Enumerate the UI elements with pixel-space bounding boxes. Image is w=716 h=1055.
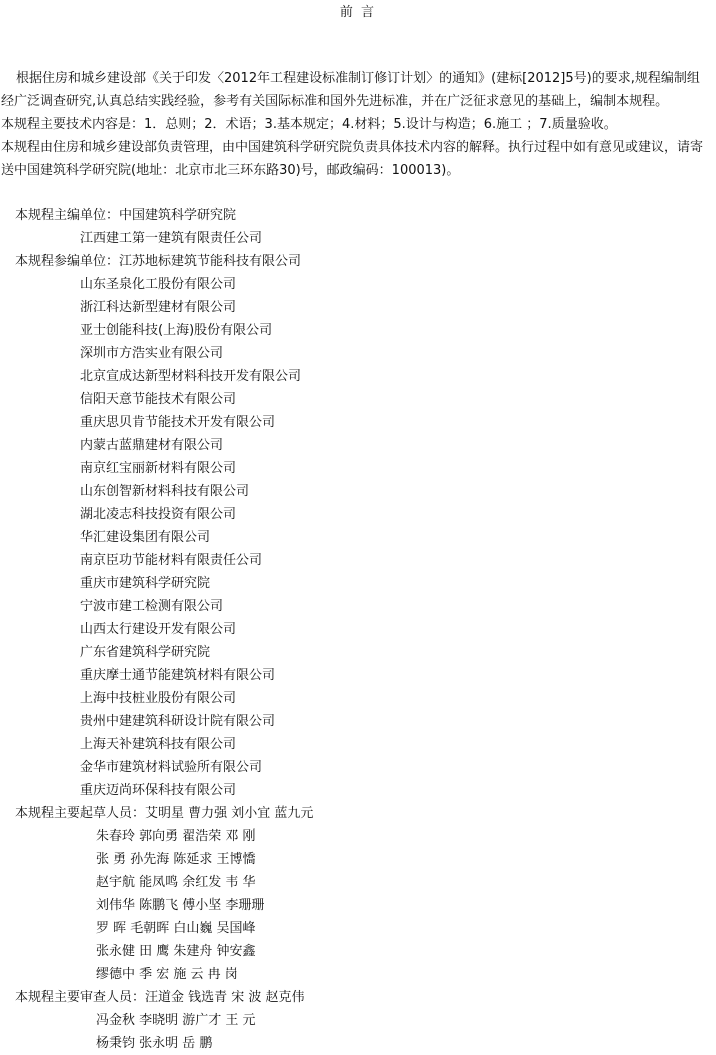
organization-line: 南京红宝丽新材料有限公司 [80,461,237,476]
organization-line: 山东圣泉化工股份有限公司 [80,277,237,292]
personnel-line: 张永健 田 鹰 朱建舟 钟安鑫 [96,944,256,959]
organization-line: 重庆迈尚环保科技有限公司 [80,783,237,798]
organization-line: 广东省建筑科学研究院 [80,645,211,660]
personnel-line: 缪德中 季 宏 施 云 冉 岗 [96,967,238,982]
organization-line: 信阳天意节能技术有限公司 [80,392,237,407]
personnel-line: 冯金秋 李晓明 游广才 王 元 [96,1013,256,1028]
intro-paragraph-management: 本规程由住房和城乡建设部负责管理，由中国建筑科学研究院负责具体技术内容的解释。执行过程中如有意见或建议，请寄送中国建筑科学研究院(地址：北京市北三环东路30)号，邮政编码：100013)。 [1,140,704,178]
list-heading-line: 本规程主编单位：中国建筑科学研究院 [15,208,237,223]
organization-line: 华汇建设集团有限公司 [80,530,211,545]
organization-line: 金华市建筑材料试验所有限公司 [80,760,263,775]
intro-section [1,67,706,182]
personnel-line: 张 勇 孙先海 陈延求 王博憍 [96,852,256,867]
organization-line: 北京宣成达新型材料科技开发有限公司 [80,369,302,384]
organization-line: 浙江科达新型建材有限公司 [80,300,237,315]
organization-line: 上海天补建筑科技有限公司 [80,737,237,752]
personnel-line: 刘伟华 陈鹏飞 傅小坚 李珊珊 [96,898,265,913]
intro-paragraph-basis: 根据住房和城乡建设部《关于印发〈2012年工程建设标准制订修订计划〉的通知》(建标[2012]5号)的要求,规程编制组经广泛调查研究,认真总结实践经验，参考有关国际标准和国外先进标准，并在广泛征求意见的基础上，编制本规程。 [1,71,700,109]
page-title: 前 言 [339,5,377,20]
personnel-line: 朱春玲 郭向勇 翟浩荣 邓 刚 [96,829,256,844]
organization-line: 贵州中建建筑科研设计院有限公司 [80,714,276,729]
intro-paragraph-contents: 本规程主要技术内容是：1．总则；2．术语；3.基本规定；4.材料；5.设计与构造；6.施工 ；7.质量验收。 [1,117,617,132]
list-heading-line: 本规程主要起草人员：艾明星 曹力强 刘小宜 蓝九元 [15,806,314,821]
organization-line: 山西太行建设开发有限公司 [80,622,237,637]
organization-line: 重庆思贝肯节能技术开发有限公司 [80,415,276,430]
personnel-line: 赵宇航 能凤鸣 余红发 韦 华 [96,875,256,890]
personnel-line: 罗 晖 毛朝晖 白山巍 吴国峰 [96,921,256,936]
organization-line: 南京臣功节能材料有限责任公司 [80,553,263,568]
organization-line: 亚士创能科技(上海)股份有限公司 [80,323,273,338]
organization-line: 宁波市建工检测有限公司 [80,599,224,614]
organization-line: 江西建工第一建筑有限责任公司 [80,231,263,246]
organization-line: 上海中技桩业股份有限公司 [80,691,237,706]
list-heading-line: 本规程主要审查人员：汪道金 钱选青 宋 波 赵克伟 [15,990,305,1005]
list-heading-line: 本规程参编单位：江苏地标建筑节能科技有限公司 [15,254,302,269]
organization-line: 重庆市建筑科学研究院 [80,576,211,591]
organization-line: 深圳市方浩实业有限公司 [80,346,224,361]
organization-and-personnel-list [0,204,716,1055]
organization-line: 重庆摩士通节能建筑材料有限公司 [80,668,276,683]
organization-line: 湖北凌志科技投资有限公司 [80,507,237,522]
personnel-line: 杨秉钧 张永明 岳 鹏 [96,1036,213,1051]
organization-line: 内蒙古蓝鼎建材有限公司 [80,438,224,453]
organization-line: 山东创智新材料科技有限公司 [80,484,250,499]
